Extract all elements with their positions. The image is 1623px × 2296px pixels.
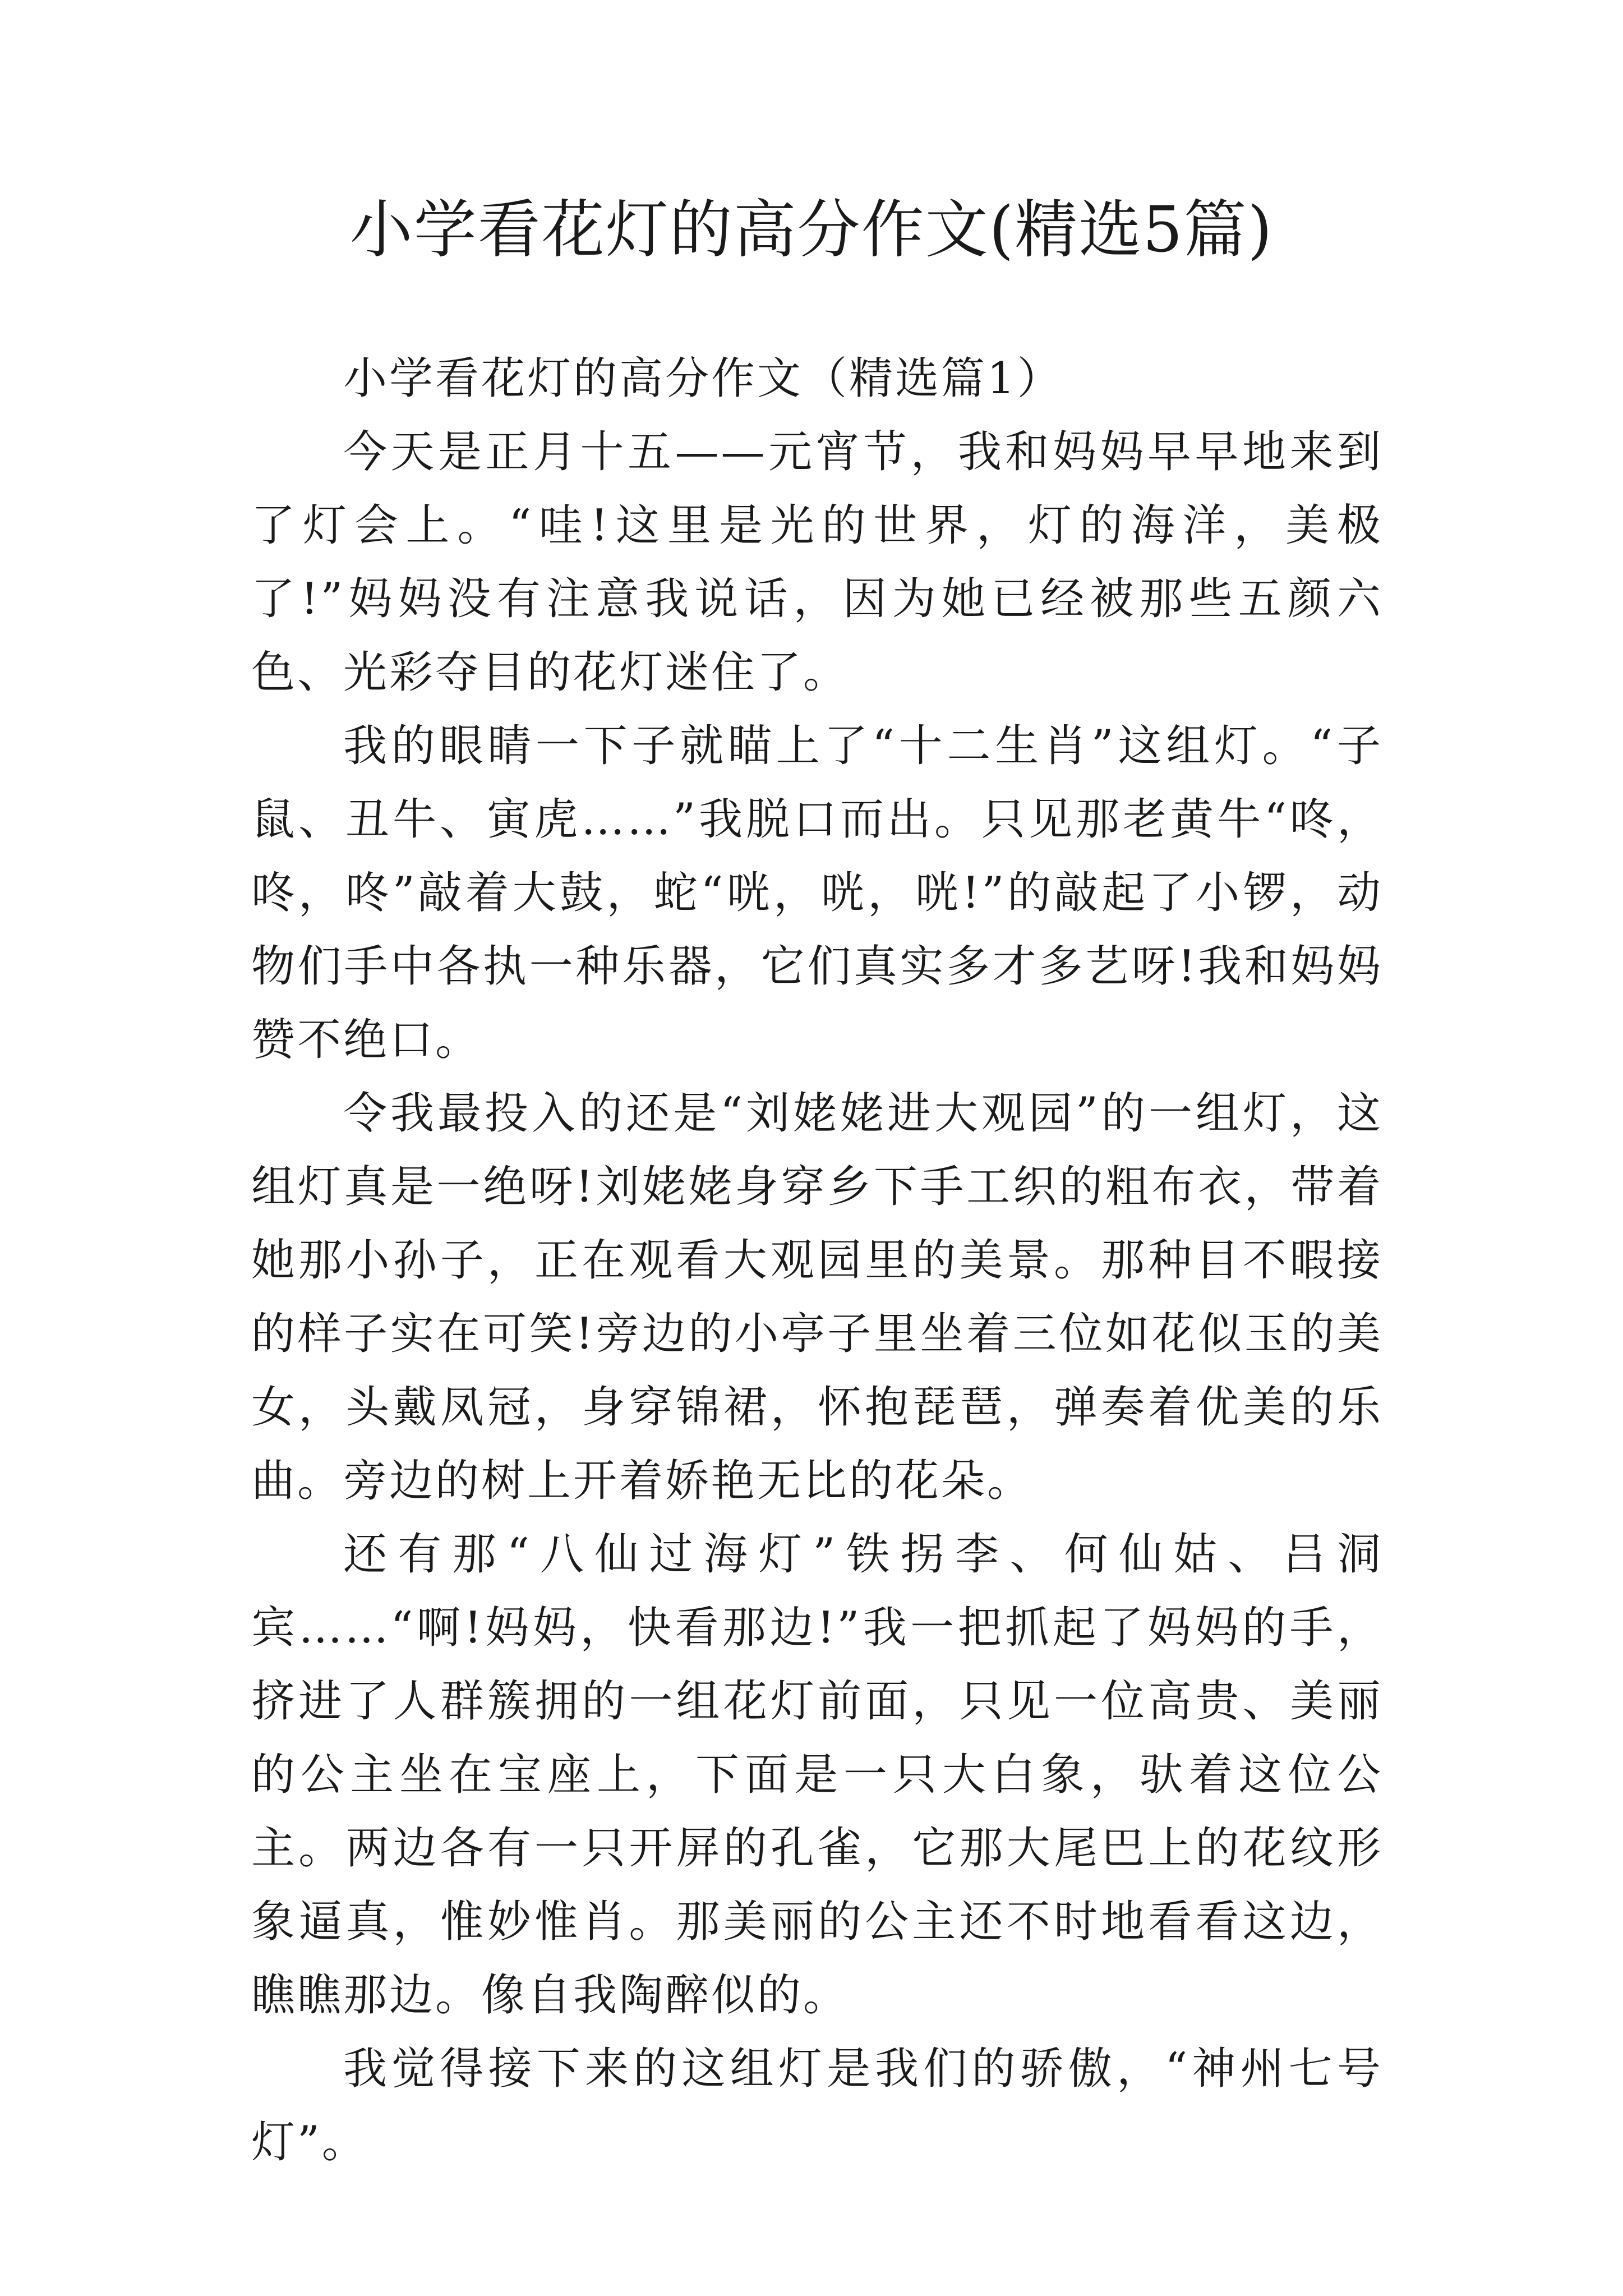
document-title: 小学看花灯的高分作文(精选5篇) <box>349 194 1274 266</box>
paragraph: 我觉得接下来的这组灯是我们的骄傲，“神州七号灯”。 <box>251 2044 1383 2168</box>
paragraph: 还有那“八仙过海灯”铁拐李、何仙姑、吕洞宾……“啊!妈妈，快看那边!”我一把抓起了妈妈的手，挤进了人群簇拥的一组花灯前面，只见一位高贵、美丽的公主坐在宝座上，下面是一只大白象，驮着这位公主。两边各有一只开屏的孔雀，它那大尾巴上的花纹形象逼真，惟妙惟肖。那美丽的公主还不时地看看这边，瞧瞧那边。像自我陶醉似的。 <box>251 1529 1383 2021</box>
paragraph: 今天是正月十五——元宵节，我和妈妈早早地来到了灯会上。“哇!这里是光的世界，灯的海洋，美极了!”妈妈没有注意我说话，因为她已经被那些五颜六色、光彩夺目的花灯迷住了。 <box>251 427 1383 698</box>
paragraph: 我的眼睛一下子就瞄上了“十二生肖”这组灯。“子鼠、丑牛、寅虎……”我脱口而出。只见那老黄牛“咚，咚，咚”敲着大鼓，蛇“咣，咣，咣!”的敲起了小锣，动物们手中各执一种乐器，它们真实多才多艺呀!我和妈妈赞不绝口。 <box>251 721 1383 1065</box>
paragraph: 令我最投入的还是“刘姥姥进大观园”的一组灯，这组灯真是一绝呀!刘姥姥身穿乡下手工织的粗布衣，带着她那小孙子，正在观看大观园里的美景。那种目不暇接的样子实在可笑!旁边的小亭子里坐着三位如花似玉的美女，头戴凤冠，身穿锦裙，怀抱琵琶，弹奏着优美的乐曲。旁边的树上开着娇艳无比的花朵。 <box>251 1088 1383 1506</box>
section-heading: 小学看花灯的高分作文（精选篇1） <box>343 353 1063 404</box>
document-body <box>251 342 1383 2179</box>
